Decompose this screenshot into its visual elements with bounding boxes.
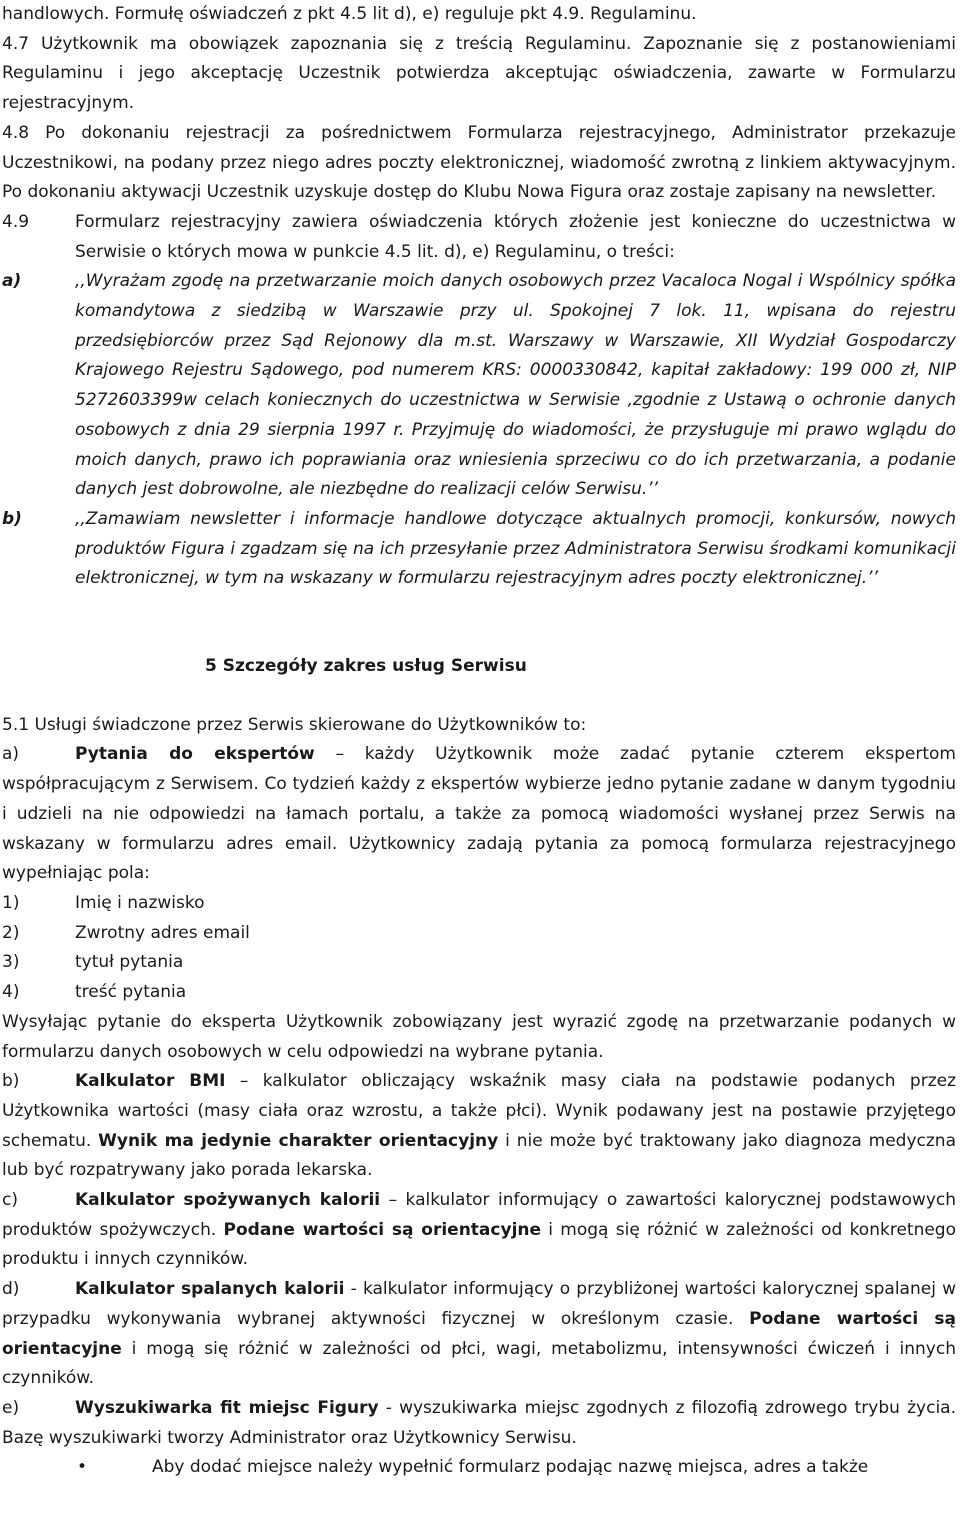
consent-b — [2, 505, 956, 594]
service-d-text: - kalkulator informujący o przybliżonej wartości kalorycznej spalanej w przypadku wykonywania wybranej aktywności fizycznej w określonym czasie. — [2, 1279, 956, 1329]
service-b — [2, 1067, 956, 1186]
consent-a-text: ,,Wyrażam zgodę na przetwarzanie moich danych osobowych przez Vacaloca Nogal i Wspólnicy spółka komandytowa z siedzibą w Warszawie przy ul. Spokojnej 7 lok. 11, wpisana do rejestru przedsiębiorców przez Sąd Rejonowy dla m.st. Warszawy w Warszawie, XII Wydział Gospodarczy Krajowego Rejestru Sądowego, pod numerem KRS: 0000330842, kapitał zakładowy: 199 000 zł, NIP 5272603399w celach koniecznych do uczestnictwa w Serwisie ,zgodnie z Ustawą o ochronie danych osobowych z dnia 29 sierpnia 1997 r. Przyjmuję do wiadomości, że przysługuje mi prawo wglądu do moich danych, prawo ich poprawiania oraz wniesienia sprzeciwu co do ich przetwarzania, a podanie danych jest dobrowolne, ale niezbędne do realizacji celów Serwisu.’’ — [75, 271, 956, 500]
paragraph-4-9-text: Formularz rejestracyjny zawiera oświadczenia których złożenie jest konieczne do uczestnictwa w Serwisie o których mowa w punkcie 4.5 lit. d), e) Regulaminu, o treści: — [75, 211, 956, 262]
service-a-title: Pytania do ekspertów — [75, 744, 315, 765]
service-a-text: – każdy Użytkownik może zadać pytanie czterem ekspertom współpracującym z Serwisem. Co tydzień każdy z ekspertów wybierze jedno pytanie zadane w danym tygodniu i udzieli na nie odpowiedzi na łamach portalu, a także za pomocą wiadomości wysłanej przez Serwis na wskazany w formularzu adres email. Użytkownicy zadają pytania za pomocą formularza rejestracyjnego wypełniając pola: — [2, 744, 956, 884]
bullet-text: Aby dodać miejsce należy wypełnić formularz podając nazwę miejsca, adres a także — [152, 1457, 869, 1478]
list-item — [2, 978, 956, 1008]
list-item — [2, 889, 956, 919]
consent-b-text: ,,Zamawiam newsletter i informacje handlowe dotyczące aktualnych promocji, konkursów, nowych produktów Figura i zgadzam się na ich przesyłanie przez Administratora Serwisu środkami komunikacji elektronicznej, w tym na wskazany w formularzu rejestracyjnym adres poczty elektronicznej.’’ — [75, 508, 956, 589]
consent-b-marker: b) — [2, 508, 22, 529]
list-label: Imię i nazwisko — [75, 892, 205, 913]
service-d-emphasis: Podane wartości są orientacyjne — [2, 1308, 956, 1359]
bullet-icon: • — [77, 1457, 88, 1478]
form-fields-list — [2, 889, 956, 1008]
service-e-text: - wyszukiwarka miejsc zgodnych z filozofią zdrowego trybu życia. Bazę wyszukiwarki tworzy Administrator oraz Użytkownicy Serwisu. — [2, 1397, 956, 1448]
service-c-text-end: i mogą się różnić w zależności od konkretnego produktu i innych czynników. — [2, 1219, 956, 1270]
bullet-item — [2, 1453, 956, 1483]
service-d — [2, 1275, 956, 1394]
list-label: tytuł pytania — [75, 952, 184, 973]
section-5-heading: 5 Szczegóły zakres usług Serwisu — [205, 656, 527, 677]
paragraph-after-fields: Wysyłając pytanie do eksperta Użytkownik zobowiązany jest wyrazić zgodę na przetwarzanie podanych w formularzu danych osobowych w celu odpowiedzi na wybrane pytania. — [2, 1011, 956, 1062]
service-c-marker: c) — [2, 1190, 18, 1211]
paragraph-4-8: 4.8 Po dokonaniu rejestracji za pośrednictwem Formularza rejestracyjnego, Administrator przekazuje Uczestnikowi, na podany przez niego adres poczty elektronicznej, wiadomość zwrotną z linkiem aktywacyjnym. Po dokonaniu aktywacji Uczestnik uzyskuje dostęp do Klubu Nowa Figura oraz zostaje zapisany na newsletter. — [2, 122, 956, 203]
service-d-marker: d) — [2, 1279, 20, 1300]
service-d-text-end: i mogą się różnić w zależności od płci, wagi, metabolizmu, intensywności ćwiczeń i innych czynników. — [2, 1338, 956, 1389]
service-c-emphasis: Podane wartości są orientacyjne — [223, 1219, 542, 1240]
service-a — [2, 740, 956, 889]
list-number: 2) — [2, 922, 20, 943]
paragraph-continuation: handlowych. Formułę oświadczeń z pkt 4.5 lit d), e) reguluje pkt 4.9. Regulaminu. — [2, 4, 697, 24]
consent-a — [2, 267, 956, 505]
service-c-title: Kalkulator spożywanych kalorii — [75, 1190, 381, 1211]
service-e-marker: e) — [2, 1397, 20, 1418]
service-e — [2, 1394, 956, 1453]
list-number: 4) — [2, 982, 20, 1003]
consent-a-marker: a) — [2, 271, 22, 292]
service-e-title: Wyszukiwarka fit miejsc Figury — [75, 1397, 379, 1418]
list-label: treść pytania — [75, 982, 187, 1003]
service-b-title: Kalkulator BMI — [75, 1071, 226, 1092]
list-item — [2, 948, 956, 978]
service-b-marker: b) — [2, 1071, 20, 1092]
service-b-text-end: i nie może być traktowany jako diagnoza medyczna lub być rozpatrywany jako porada lekarska. — [2, 1130, 956, 1181]
service-c-text: – kalkulator informujący o zawartości kalorycznej podstawowych produktów spożywczych. — [2, 1190, 956, 1240]
paragraph-4-7: 4.7 Użytkownik ma obowiązek zapoznania się z treścią Regulaminu. Zapoznanie się z postanowieniami Regulaminu i jego akceptację Uczestnik potwierdza akceptując oświadczenia, zawarte w Formularzu rejestracyjnym. — [2, 33, 956, 114]
list-number: 3) — [2, 952, 20, 973]
service-b-emphasis: Wynik ma jedynie charakter orientacyjny — [98, 1130, 499, 1151]
service-c — [2, 1186, 956, 1275]
list-label: Zwrotny adres email — [75, 922, 250, 943]
list-number: 1) — [2, 892, 20, 913]
service-a-marker: a) — [2, 744, 20, 765]
list-item — [2, 919, 956, 949]
paragraph-number: 4.9 — [2, 211, 30, 232]
paragraph-4-9 — [2, 208, 956, 267]
paragraph-5-1: 5.1 Usługi świadczone przez Serwis skierowane do Użytkowników to: — [2, 714, 587, 735]
service-d-title: Kalkulator spalanych kalorii — [75, 1279, 345, 1300]
service-b-text: – kalkulator obliczający wskaźnik masy ciała na podstawie podanych przez Użytkownika wartości (masy ciała oraz wzrostu, a także płci). Wynik podawany jest na postawie przyjętego schematu. — [2, 1071, 956, 1151]
